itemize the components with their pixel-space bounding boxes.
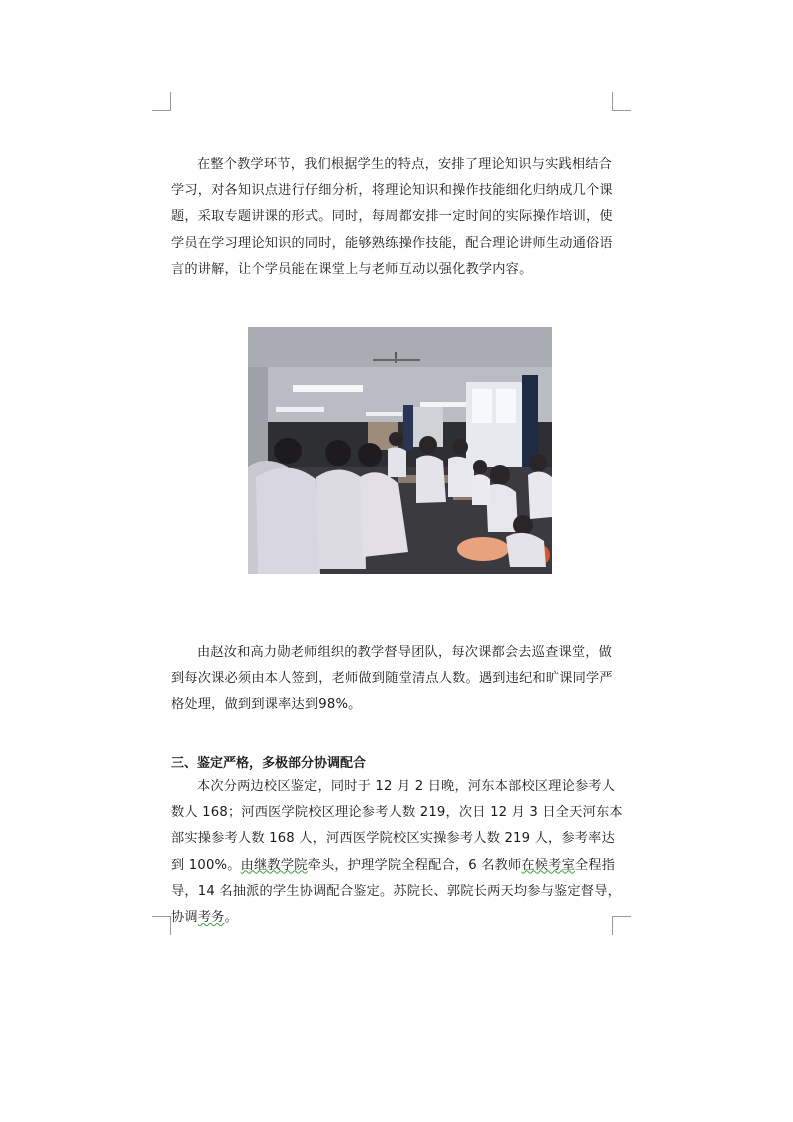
assessment-text-e: 全程指导，14 名抽派的学生协调配合鉴定。苏院长、郭院长两天均参与鉴定督导，协调 <box>171 857 621 926</box>
spellcheck-flag-houkaoshi: 在候考室 <box>521 857 575 873</box>
assessment-text-c: 牵头，护理学院全程配合，6 名教师 <box>307 857 522 873</box>
paragraph-teaching: 在整个教学环节，我们根据学生的特点，安排了理论知识与实践相结合学习，对各知识点进行仔细分析，将理论知识和操作技能细化归纳成几个课题，采取专题讲课的形式。同时，每周都安排一定时间的实际操作培训，使学员在学习理论知识的同时，能够熟练操作技能，配合理论讲师生动通俗语言的讲解，让个学员能在课堂上与老师互动以强化教学内容。 <box>171 157 613 277</box>
paragraph-assessment <box>171 774 623 931</box>
margin-corner-bottom-left <box>152 916 171 935</box>
assessment-text-a: 本次分两边校区鉴定，同时于 12 月 2 日晚，河东本部校区理论参考人数人 168；河西医学院校区理论参考人数 219，次日 12 月 3 日全天河东本部实操参考人数 168 人，河西医学院校区实操参考人数 219 人，参考率达到 100%。 <box>171 779 623 873</box>
margin-corner-top-left <box>152 92 171 111</box>
spellcheck-flag-kaowu: 考务 <box>197 910 225 926</box>
margin-corner-top-right <box>612 92 631 111</box>
classroom-photo <box>248 327 552 574</box>
section-heading: 三、鉴定严格，多极部分协调配合 <box>171 756 367 771</box>
spellcheck-flag-jijiao: 由继教学院 <box>240 857 308 873</box>
paragraph-supervision: 由赵汝和高力勋老师组织的教学督导团队，每次课都会去巡查课堂，做到每次课必须由本人签到，老师做到随堂清点人数。遇到违纪和旷课同学严格处理，做到到课率达到98%。 <box>171 645 613 713</box>
assessment-text-g: 。 <box>224 910 238 926</box>
